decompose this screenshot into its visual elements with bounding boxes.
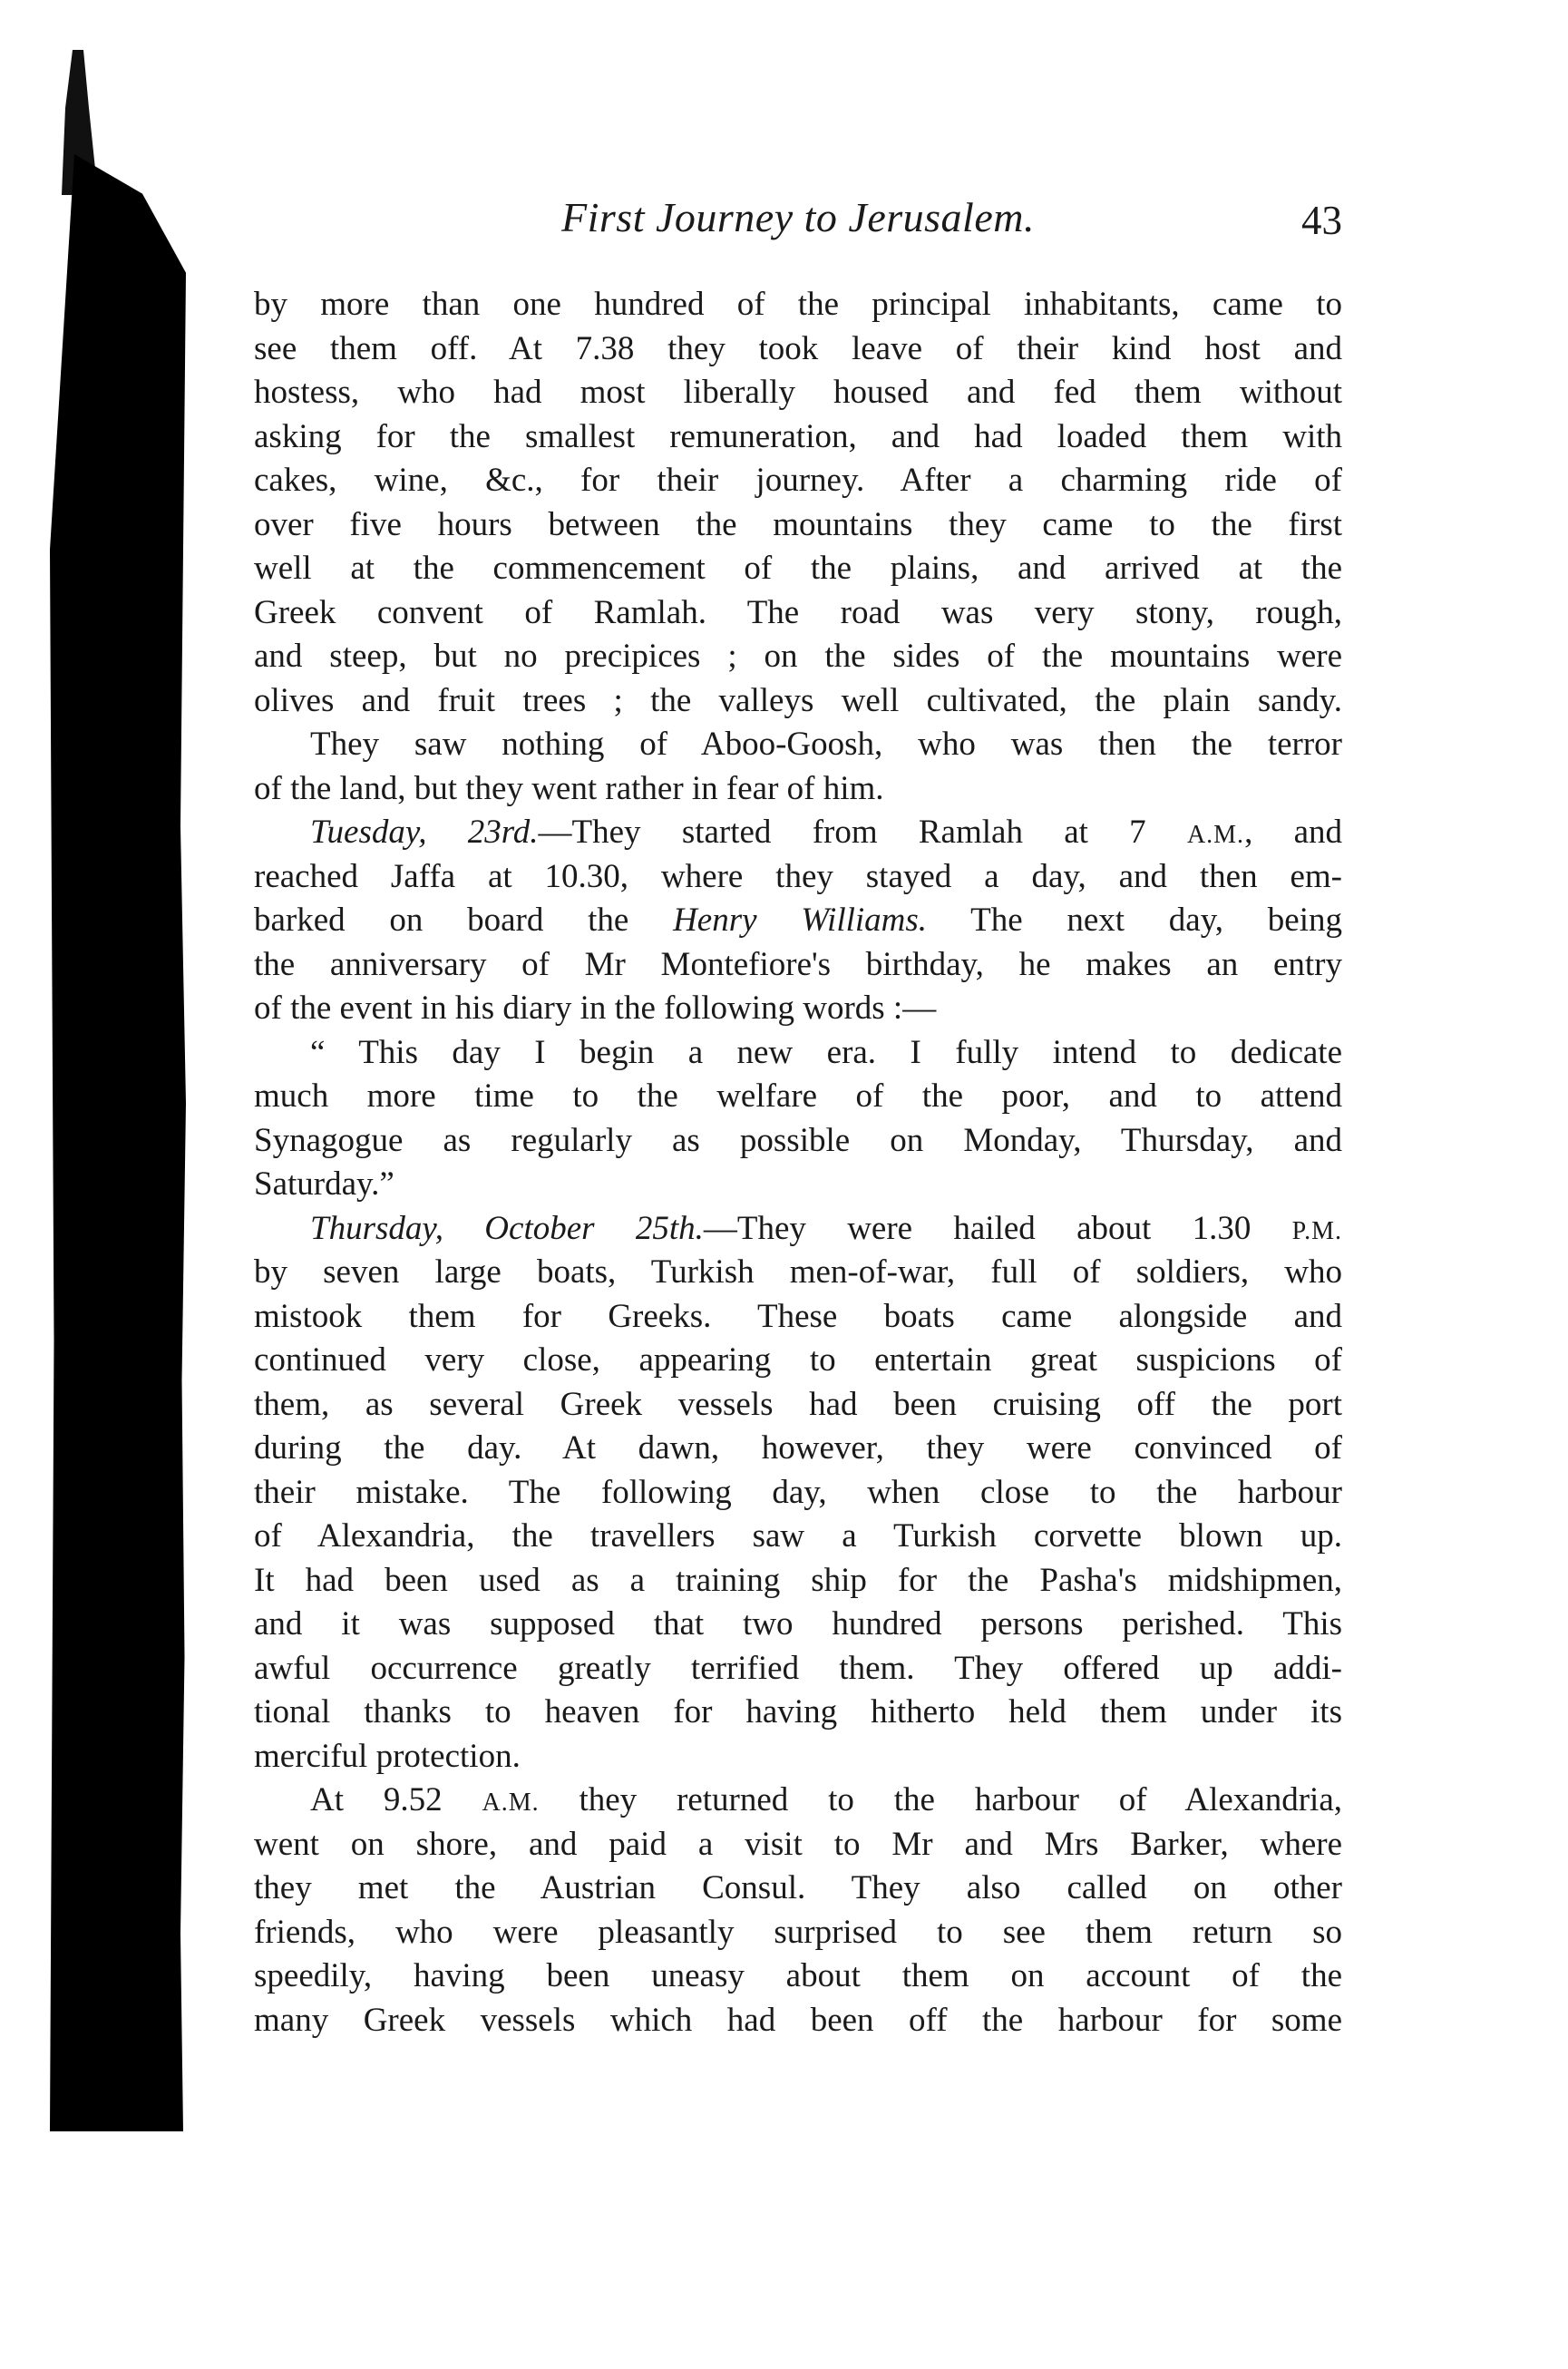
text-line: by seven large boats, Turkish men-of-war, full of soldiers, who bbox=[254, 1253, 1342, 1291]
body-text bbox=[254, 283, 1342, 2042]
text-line: cakes, wine, &c., for their journey. After a charming ride of bbox=[254, 462, 1342, 499]
text-line: and steep, but no precipices ; on the sides of the mountains were bbox=[254, 638, 1342, 675]
ship-name: Henry Williams. bbox=[673, 902, 928, 939]
text-line: barked on board the Henry Williams. The next day, being bbox=[254, 902, 1342, 939]
paragraph-start-line: They saw nothing of Aboo-Goosh, who was then the terror bbox=[310, 726, 1342, 763]
text-line: during the day. At dawn, however, they were convinced of bbox=[254, 1429, 1342, 1467]
text-line: continued very close, appearing to entertain great suspicions of bbox=[254, 1341, 1342, 1379]
date-heading: Tuesday, 23rd. bbox=[310, 814, 539, 851]
text-line: and it was supposed that two hundred persons perished. This bbox=[254, 1605, 1342, 1643]
text-line: awful occurrence greatly terrified them. They offered up addi- bbox=[254, 1649, 1342, 1687]
text-line: of the event in his diary in the following words :— bbox=[254, 990, 937, 1027]
text-line: reached Jaffa at 10.30, where they stayed a day, and then em- bbox=[254, 857, 1342, 895]
text-line: friends, who were pleasantly surprised to see them return so bbox=[254, 1913, 1342, 1951]
text-line: them, as several Greek vessels had been cruising off the port bbox=[254, 1385, 1342, 1423]
text-line: see them off. At 7.38 they took leave of their kind host and bbox=[254, 329, 1342, 367]
text-line: merciful protection. bbox=[254, 1737, 521, 1775]
date-heading: Thursday, October 25th. bbox=[310, 1209, 704, 1247]
paragraph-start-line: Thursday, October 25th.—They were hailed about 1.30 P.M. bbox=[310, 1209, 1342, 1247]
text-line: they met the Austrian Consul. They also called on other bbox=[254, 1869, 1342, 1906]
text-line: over five hours between the mountains they came to the first bbox=[254, 505, 1342, 543]
text-line: the anniversary of Mr Montefiore's birthday, he makes an entry bbox=[254, 945, 1342, 983]
text-line: much more time to the welfare of the poor, and to attend bbox=[254, 1077, 1342, 1115]
text-line: hostess, who had most liberally housed and fed them without bbox=[254, 374, 1342, 411]
text-line: tional thanks to heaven for having hitherto held them under its bbox=[254, 1693, 1342, 1730]
paragraph-start-line: “ This day I begin a new era. I fully intend to dedicate bbox=[310, 1033, 1342, 1071]
page-number: 43 bbox=[1301, 198, 1342, 243]
text-line: many Greek vessels which had been off the harbour for some bbox=[254, 2001, 1342, 2039]
text-line: mistook them for Greeks. These boats came alongside and bbox=[254, 1297, 1342, 1335]
text-line: of the land, but they went rather in fear of him. bbox=[254, 769, 884, 807]
text-line: It had been used as a training ship for the Pasha's midshipmen, bbox=[254, 1561, 1342, 1599]
text-line: of Alexandria, the travellers saw a Turkish corvette blown up. bbox=[254, 1517, 1342, 1555]
text-line: their mistake. The following day, when close to the harbour bbox=[254, 1473, 1342, 1511]
text-line: olives and fruit trees ; the valleys well cultivated, the plain sandy. bbox=[254, 681, 1342, 719]
text-line: Saturday.” bbox=[254, 1165, 394, 1203]
paragraph-start-line: At 9.52 A.M. they returned to the harbour of Alexandria, bbox=[310, 1781, 1342, 1818]
text-line: by more than one hundred of the principal inhabitants, came to bbox=[254, 286, 1342, 323]
paragraph-start-line: Tuesday, 23rd.—They started from Ramlah at 7 A.M., and bbox=[310, 814, 1342, 851]
text-line: well at the commencement of the plains, and arrived at the bbox=[254, 550, 1342, 587]
binding-shadow bbox=[50, 154, 186, 2131]
running-title: First Journey to Jerusalem. bbox=[561, 194, 1035, 240]
page-header bbox=[254, 193, 1342, 257]
text-line: Greek convent of Ramlah. The road was very stony, rough, bbox=[254, 593, 1342, 631]
text-line: speedily, having been uneasy about them on account of the bbox=[254, 1957, 1342, 1994]
text-line: Synagogue as regularly as possible on Monday, Thursday, and bbox=[254, 1121, 1342, 1159]
text-line: asking for the smallest remuneration, and had loaded them with bbox=[254, 417, 1342, 455]
text-line: went on shore, and paid a visit to Mr and Mrs Barker, where bbox=[254, 1825, 1342, 1863]
